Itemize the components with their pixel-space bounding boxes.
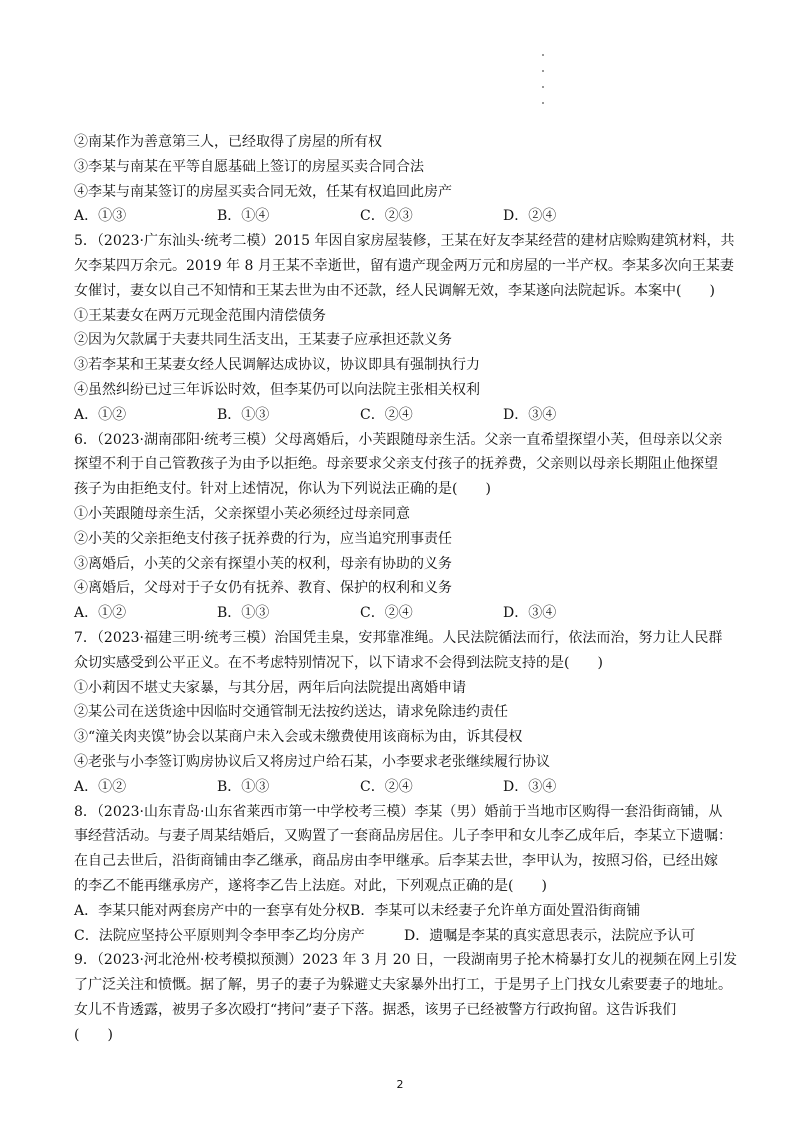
statement-2: ②因为欠款属于夫妻共同生活支出，王某妻子应承担还款义务 <box>74 332 452 349</box>
option-a: A．①③ <box>74 208 127 225</box>
question-6-stem-line: 探望不利于自己管教孩子为由予以拒绝。母亲要求父亲支付孩子的抚养费，父亲则以母亲长期阻止他探望 <box>74 456 718 473</box>
dot <box>542 70 544 72</box>
answer-options <box>74 403 734 428</box>
question-9-stem-line: 9．（2023·河北沧州·校考模拟预测）2023 年 3 月 20 日，一段湖南男子抡木椅暴打女儿的视频在网上引发 <box>74 952 738 969</box>
question-6-stem-line: 孩子为由拒绝支付。针对上述情况，你认为下列说法正确的是( ) <box>74 481 491 498</box>
question-8-stem-line: 在自己去世后，沿街商铺由李乙继承，商品房由李甲继承。后李某去世，李甲认为，按照习俗，已经出嫁 <box>74 853 718 870</box>
option-b: B．①③ <box>217 605 270 622</box>
dot <box>542 102 544 104</box>
option-b: B．①③ <box>217 778 270 795</box>
statement-1: ①小莉因不堪丈夫家暴，与其分居，两年后向法院提出离婚申请 <box>74 679 466 696</box>
option-c: C．②④ <box>360 778 413 795</box>
statement-3: ③离婚后，小芙的父亲有探望小芙的权利，母亲有协助的义务 <box>74 555 452 572</box>
option-c: C．②④ <box>360 605 413 622</box>
statement-4: ④虽然纠纷已过三年诉讼时效，但李某仍可以向法院主张相关权利 <box>74 381 480 398</box>
question-9-stem-line: 女儿不肯透露，被男子多次殴打“拷问”妻子下落。据悉，该男子已经被警方行政拘留。这告诉我们 <box>74 1001 677 1018</box>
question-8-stem-line: 的李乙不能再继承房产，遂将李乙告上法庭。对此，下列观点正确的是( ) <box>74 877 547 894</box>
statement-1: ①小芙跟随母亲生活，父亲探望小芙必须经过母亲同意 <box>74 505 410 522</box>
statement-3: ③李某与南某在平等自愿基础上签订的房屋买卖合同合法 <box>74 158 424 175</box>
statement-2: ②南某作为善意第三人，已经取得了房屋的所有权 <box>74 134 382 150</box>
question-8-stem-line: 事经营活动。与妻子周某结婚后，又购置了一套商品房居住。儿子李甲和女儿李乙成年后，李某立下遗嘱： <box>74 828 732 845</box>
statement-4: ④老张与小李签订购房协议后又将房过户给石某，小李要求老张继续履行协议 <box>74 753 550 770</box>
option-d: D．②④ <box>503 208 557 225</box>
dot <box>542 86 544 88</box>
dot <box>542 54 544 56</box>
statement-3: ③“潼关肉夹馍”协会以某商户未入会或未缴费使用该商标为由，诉其侵权 <box>74 729 523 746</box>
option-b: B．①④ <box>217 208 270 225</box>
question-6-stem-line: 6．（2023·湖南邵阳·统考三模）父母离婚后，小芙跟随母亲生活。父亲一直希望探望小芙，但母亲以父亲 <box>74 431 723 448</box>
statement-3: ③若李某和王某妻女经人民调解达成协议，协议即具有强制执行力 <box>74 357 480 374</box>
question-7-stem-line: 众切实感受到公平正义。在不考虑特别情况下，以下请求不会得到法院支持的是( ) <box>74 654 603 671</box>
answer-blank: ( ) <box>74 1026 113 1043</box>
question-5-stem-line: 欠李某四万余元。2019 年 8 月王某不幸逝世，留有遗产现金两万元和房屋的一半产权。李某多次向王某妻 <box>74 257 734 274</box>
option-b: B．①③ <box>217 406 270 423</box>
answer-options-row-2 <box>74 924 734 949</box>
option-d: D．遗嘱是李某的真实意思表示，法院应予认可 <box>404 927 696 944</box>
option-c: C．②④ <box>360 406 413 423</box>
option-c: C．法院应坚持公平原则判令李甲李乙均分房产 <box>74 927 365 944</box>
statement-2: ②某公司在送货途中因临时交通管制无法按约送达，请求免除违约责任 <box>74 704 508 721</box>
page-number: 2 <box>396 1078 404 1091</box>
option-a: A．①② <box>74 778 127 795</box>
question-content <box>74 130 738 1047</box>
option-b: B．李某可以未经妻子允许单方面处置沿街商铺 <box>350 902 641 919</box>
question-9-stem-line: 了广泛关注和愤慨。据了解，男子的妻子为躲避丈夫家暴外出打工，于是男子上门找女儿索要妻子的地址。 <box>74 977 732 994</box>
option-d: D．③④ <box>503 406 557 423</box>
option-c: C．②③ <box>360 208 413 225</box>
option-d: D．③④ <box>503 605 557 622</box>
option-d: D．③④ <box>503 778 557 795</box>
statement-4: ④离婚后，父母对于子女仍有抚养、教育、保护的权利和义务 <box>74 580 452 597</box>
answer-options <box>74 204 734 229</box>
answer-options <box>74 601 734 626</box>
statement-4: ④李某与南某签订的房屋买卖合同无效，任某有权追回此房产 <box>74 183 452 200</box>
statement-1: ①王某妻女在两万元现金范围内清偿债务 <box>74 307 326 324</box>
answer-options-row-1 <box>74 899 734 924</box>
question-8-stem-line: 8．（2023·山东青岛·山东省莱西市第一中学校考三模）李某（男）婚前于当地市区购得一套沿街商铺，从 <box>74 803 723 820</box>
option-a: A．①② <box>74 406 127 423</box>
option-a: A．李某只能对两套房产中的一套享有处分权 <box>74 902 351 919</box>
margin-dots <box>538 54 548 118</box>
option-a: A．①② <box>74 605 127 622</box>
question-5-stem-line: 女催讨，妻女以自己不知情和王某去世为由不还款，经人民调解无效，李某遂向法院起诉。本案中( ) <box>74 282 715 299</box>
question-7-stem-line: 7．（2023·福建三明·统考三模）治国凭圭臬，安邦靠准绳。人民法院循法而行，依法而治，努力让人民群 <box>74 629 723 646</box>
statement-2: ②小芙的父亲拒绝支付孩子抚养费的行为，应当追究刑事责任 <box>74 530 452 547</box>
question-5-stem-line: 5．（2023·广东汕头·统考二模）2015 年因自家房屋装修，王某在好友李某经营的建材店赊购建筑材料，共 <box>74 233 735 250</box>
answer-options <box>74 775 734 800</box>
